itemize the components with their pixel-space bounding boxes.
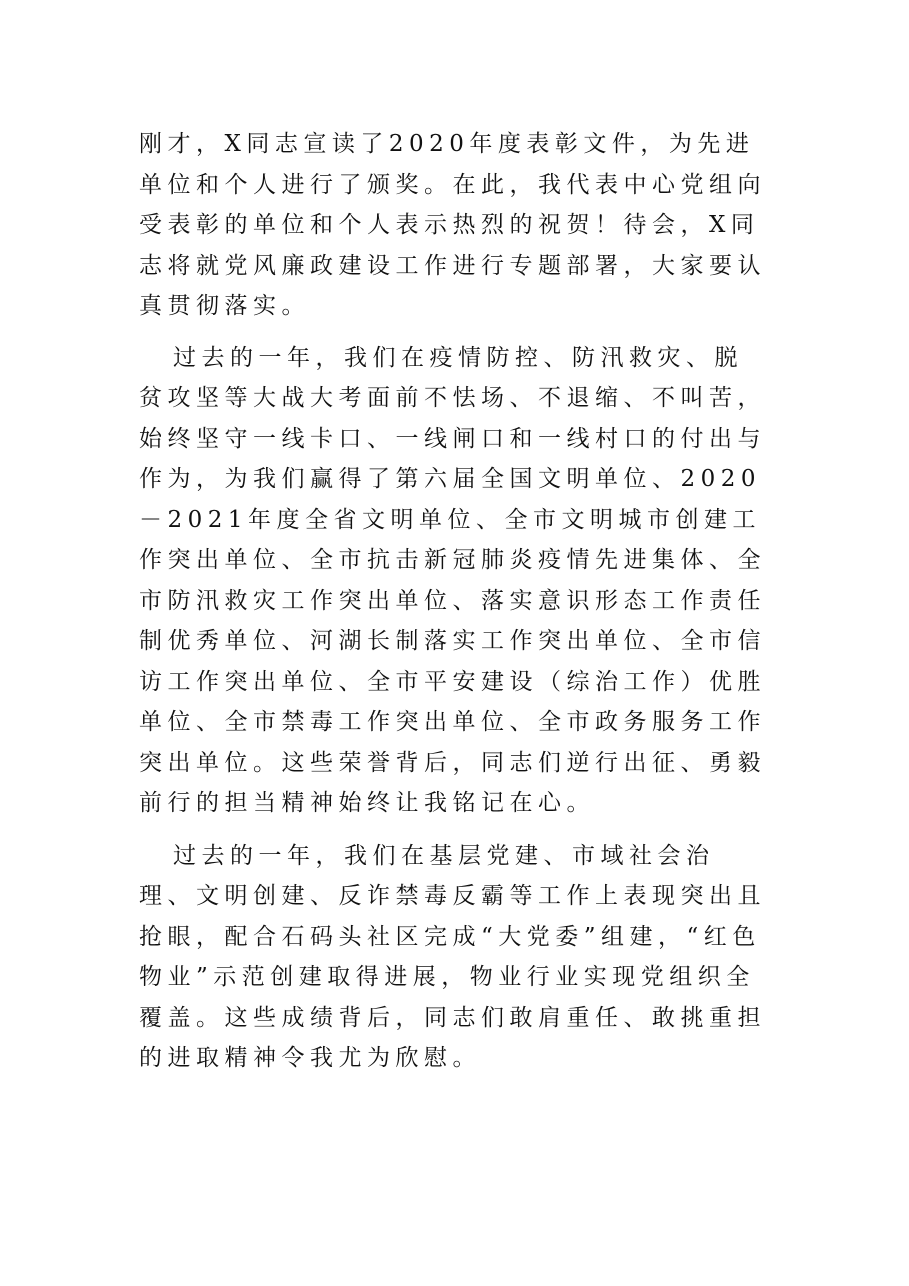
paragraph-2: 过去的一年，我们在疫情防控、防汛救灾、脱贫攻坚等大战大考面前不怯场、不退缩、不叫苦，始终坚守一线卡口、一线闸口和一线村口的付出与作为，为我们赢得了第六届全国文明单位、2020－2021年度全省文明单位、全市文明城市创建工作突出单位、全市抗击新冠肺炎疫情先进集体、全市防汛救灾工作突出单位、落实意识形态工作责任制优秀单位、河湖长制落实工作突出单位、全市信访工作突出单位、全市平安建设（综治工作）优胜单位、全市禁毒工作突出单位、全市政务服务工作突出单位。这些荣誉背后，同志们逆行出征、勇毅前行的担当精神始终让我铭记在心。 [139,344,766,816]
paragraph-1: 刚才，X同志宣读了2020年度表彰文件，为先进单位和个人进行了颁奖。在此，我代表中心党组向受表彰的单位和个人表示热烈的祝贺！待会，X同志将就党风廉政建设工作进行专题部署，大家要认真贯彻落实。 [139,131,766,319]
paragraph-3: 过去的一年，我们在基层党建、市域社会治理、文明创建、反诈禁毒反霸等工作上表现突出且抢眼，配合石码头社区完成“大党委”组建，“红色物业”示范创建取得进展，物业行业实现党组织全覆盖。这些成绩背后，同志们敢肩重任、敢挑重担的进取精神令我尤为欣慰。 [139,842,766,1071]
body-text [139,124,771,1079]
